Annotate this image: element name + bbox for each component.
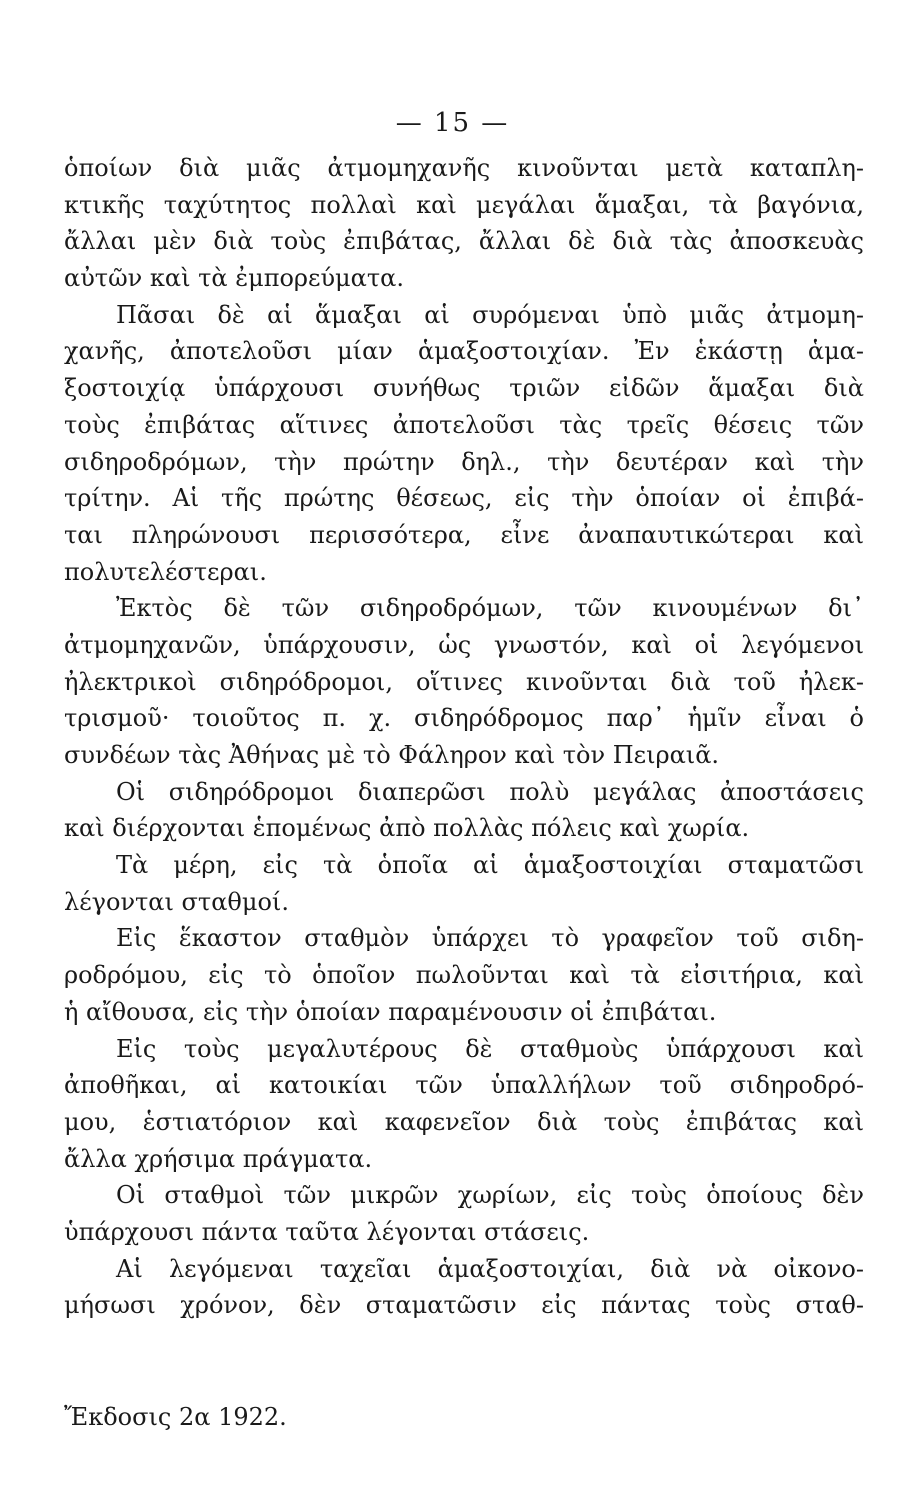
- text-line: πολυτελέστεραι.: [64, 557, 267, 586]
- edition-footer: Ἔκδοσις 2α 1922.: [64, 1403, 287, 1431]
- text-line: Τὰ μέρη, εἰς τὰ ὁποῖα αἱ ἁμαξοστοιχίαι σταματῶσι: [116, 851, 864, 880]
- page-number: — 15 —: [395, 108, 510, 138]
- text-line: ἡ αἴθουσα, εἰς τὴν ὁποίαν παραμένουσιν οἱ ἐπιβάται.: [64, 997, 717, 1026]
- text-line: αὐτῶν καὶ τὰ ἐμπορεύματα.: [64, 264, 404, 293]
- text-line: σιδηροδρόμων, τὴν πρώτην δηλ., τὴν δευτέραν καὶ τὴν: [64, 447, 864, 476]
- text-line: μήσωσι χρόνον, δὲν σταματῶσιν εἰς πάντας τοὺς σταθ-: [64, 1291, 864, 1320]
- text-line: ται πληρώνουσι περισσότερα, εἶνε ἀναπαυτικώτεραι καὶ: [64, 520, 864, 549]
- text-line: τρίτην. Αἱ τῆς πρώτης θέσεως, εἰς τὴν ὁποίαν οἱ ἐπιβά-: [64, 484, 864, 513]
- text-line: Εἰς τοὺς μεγαλυτέρους δὲ σταθμοὺς ὑπάρχουσι καὶ: [116, 1034, 864, 1063]
- text-line: λέγονται σταθμοί.: [64, 887, 289, 916]
- text-line: ἀποθῆκαι, αἱ κατοικίαι τῶν ὑπαλλήλων τοῦ σιδηροδρό-: [64, 1071, 864, 1100]
- text-line: ὁποίων διὰ μιᾶς ἀτμομηχανῆς κινοῦνται μετὰ καταπλη-: [64, 154, 864, 182]
- text-line: τρισμοῦ· τοιοῦτος π. χ. σιδηρόδρομος παρ᾽ ἡμῖν εἶναι ὁ: [64, 704, 864, 733]
- text-line: ροδρόμου, εἰς τὸ ὁποῖον πωλοῦνται καὶ τὰ εἰσιτήρια, καὶ: [64, 961, 864, 990]
- body-text: [64, 150, 864, 1324]
- text-line: καὶ διέρχονται ἑπομένως ἀπὸ πολλὰς πόλεις καὶ χωρία.: [64, 814, 750, 843]
- text-line: Εἰς ἕκαστον σταθμὸν ὑπάρχει τὸ γραφεῖον τοῦ σιδη-: [116, 924, 864, 953]
- text-line: κτικῆς ταχύτητος πολλαὶ καὶ μεγάλαι ἅμαξαι, τὰ βαγόνια,: [64, 190, 864, 219]
- text-line: ἄλλαι μὲν διὰ τοὺς ἐπιβάτας, ἄλλαι δὲ διὰ τὰς ἀποσκευὰς: [64, 227, 864, 256]
- text-line: ἠλεκτρικοὶ σιδηρόδρομοι, οἵτινες κινοῦνται διὰ τοῦ ἠλεκ-: [64, 667, 864, 696]
- text-line: μου, ἑστιατόριον καὶ καφενεῖον διὰ τοὺς ἐπιβάτας καὶ: [64, 1107, 864, 1136]
- text-line: ξοστοιχίᾳ ὑπάρχουσι συνήθως τριῶν εἰδῶν ἅμαξαι διὰ: [64, 374, 864, 403]
- text-line: Ἐκτὸς δὲ τῶν σιδηροδρόμων, τῶν κινουμένων δι᾽: [116, 594, 864, 623]
- text-line: ὑπάρχουσι πάντα ταῦτα λέγονται στάσεις.: [64, 1217, 590, 1246]
- text-line: Οἱ σιδηρόδρομοι διαπερῶσι πολὺ μεγάλας ἀποστάσεις: [116, 777, 864, 806]
- text-line: τοὺς ἐπιβάτας αἵτινες ἀποτελοῦσι τὰς τρεῖς θέσεις τῶν: [64, 410, 864, 439]
- text-line: Οἱ σταθμοὶ τῶν μικρῶν χωρίων, εἰς τοὺς ὁποίους δὲν: [116, 1181, 864, 1210]
- text-line: ἄλλα χρήσιμα πράγματα.: [64, 1144, 373, 1173]
- text-line: ἀτμομηχανῶν, ὑπάρχουσιν, ὡς γνωστόν, καὶ οἱ λεγόμενοι: [64, 630, 864, 659]
- text-line: συνδέων τὰς Ἀθήνας μὲ τὸ Φάληρον καὶ τὸν Πειραιᾶ.: [64, 741, 720, 769]
- text-line: χανῆς, ἀποτελοῦσι μίαν ἁμαξοστοιχίαν. Ἐν ἑκάστῃ ἁμα-: [64, 337, 864, 366]
- text-line: Πᾶσαι δὲ αἱ ἅμαξαι αἱ συρόμεναι ὑπὸ μιᾶς ἀτμομη-: [116, 300, 864, 329]
- text-line: Αἱ λεγόμεναι ταχεῖαι ἁμαξοστοιχίαι, διὰ νὰ οἰκονο-: [116, 1254, 864, 1283]
